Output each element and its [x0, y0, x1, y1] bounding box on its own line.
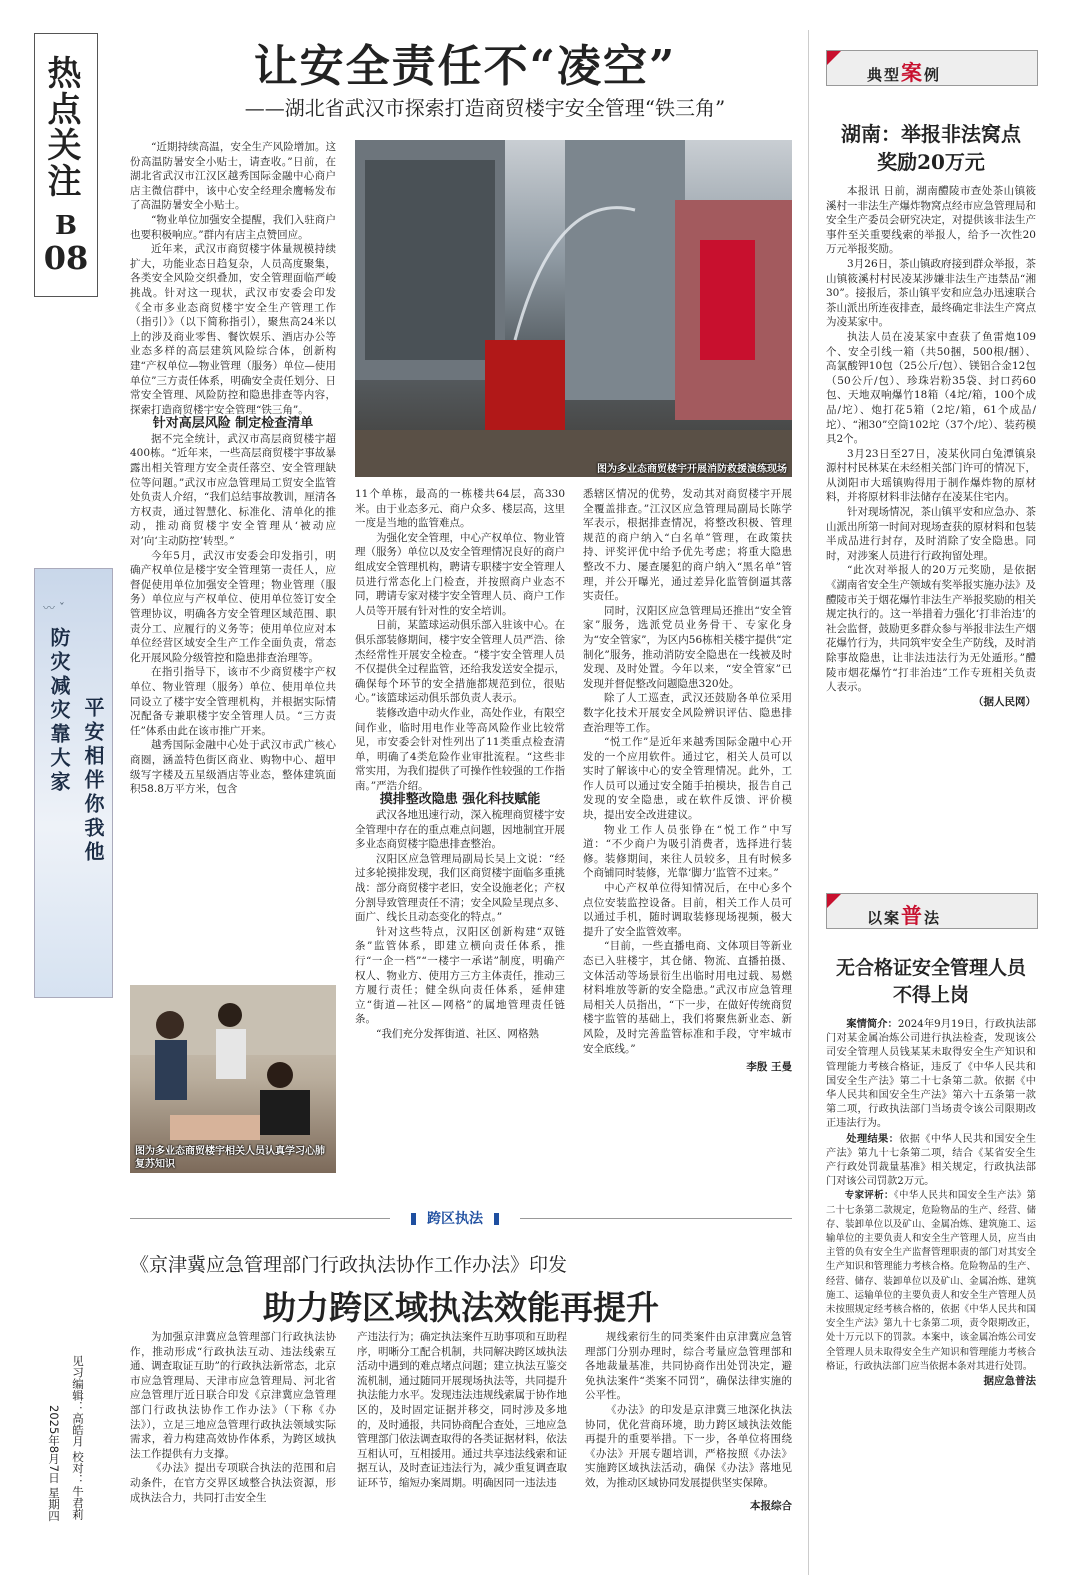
paragraph: 本报讯 日前，湖南醴陵市查处茶山镇筱溪村一非法生产爆炸物窝点经市应急管理局和安全生产委员会研究决定，对提供该非法生产事件至关重要线索的举报人，给予一次性20万元举报奖励。 — [826, 185, 1036, 256]
article-col-3 — [583, 487, 792, 1075]
headline: 让安全责任不“凌空” — [253, 41, 677, 92]
box-label-right: 法 — [924, 909, 942, 927]
box-label-red: 案 — [901, 60, 925, 85]
box-label — [867, 900, 941, 930]
photo-caption: 图为多业态商贸楼宇相关人员认真学习心肺复苏知识 — [135, 1146, 325, 1170]
date-line: 2025年8月7日 星期四 — [47, 1405, 61, 1522]
bird-icon: 〰 ˇ — [43, 601, 65, 615]
paragraph: 同时，汉阳区应急管理局还推出“安全管家”服务，选派党员业务骨干、专家化身为“安全管家”，为区内56栋相关楼宇提供“定制化”服务，推动消防安全隐患在一线被及时发现、及时处置。今年以来，“安全管家”已发现并督促整改问题隐患320处。 — [583, 604, 792, 690]
label: 专家评析： — [844, 1190, 894, 1202]
section-divider — [130, 1218, 390, 1219]
paragraph: 装修改造中动火作业，高处作业，有限空间作业，临时用电作业等高风险作业比较常见，市安委会针对性列出了11类重点检查清单，明确了4类危险作业审批流程。“这些非常实用，为我们提供了可操作性较强的工作指南。”严浩介绍。 — [355, 706, 565, 792]
paragraph: 近年来，武汉市商贸楼宇体量规模持续扩大，功能业态日趋复杂，人员高度聚集，各类安全风险交织叠加，安全管理面临严峻挑战。针对这一现状，武汉市安委会印发《全市多业态商贸楼宇安全生产管理工作（指引）》（以下简称指引），聚焦高24米以上的涉及商业零售、餐饮娱乐、酒店办公等业态多样的高层建筑风险综合体，创新构建“产权单位—物业管理（服务）单位—使用单位”三方责任体系，明确安全责任划分、日常安全管理、风险防控和隐患排查等内容，探索打造商贸楼宇安全管理“铁三角”。 — [130, 243, 336, 416]
byline: 本报综合 — [750, 1499, 792, 1512]
paragraph: “目前，一些直播电商、文体项目等新业态已入驻楼宇，其仓储、物流、直播拍摄、文体活动等场景衍生出临时用电过载、易燃材料堆放等新的安全隐患。”武汉市应急管理局相关人员指出，“下一步，在做好传统商贸楼宇监管的基础上，我们将聚焦新业态、新风险，及时完善监管标准和手段，守牢城市安全底线。” — [583, 940, 792, 1055]
law-box-header — [826, 893, 1038, 929]
slogan-left: 防灾减灾靠大家 — [47, 627, 71, 795]
page-number: 08 — [43, 239, 89, 277]
paragraph: 规线索衍生的同类案件由京津冀应急管理部门分别办理时，综合考量应急管理部和各地裁量基准，共同协商作出处罚决定，避免执法案件“类案不同罚”，确保法律实施的公平性。 — [585, 1331, 792, 1402]
section-masthead — [34, 33, 98, 297]
paragraph: 在指引指导下，该市不少商贸楼宇产权单位、物业管理（服务）单位、使用单位共同设立了楼宇安全管理机构，并根据实际情况配备专兼职楼宇安全管理人员。“三方责任”体系由此在该市推广开来。 — [130, 666, 336, 737]
editor-credit — [70, 1355, 86, 1580]
article-col-2 — [355, 487, 565, 1042]
fire-drill-photo — [355, 140, 792, 477]
cross-region-title: 助力跨区域执法效能再提升 — [263, 1288, 659, 1327]
paragraph: 越秀国际金融中心处于武汉市武广核心商圈，涵盖特色街区商业、购物中心、超甲级写字楼及五星级酒店等业态，整体建筑面积58.8万平方米，包含 — [130, 739, 336, 796]
slogan-right: 平安相伴你我他 — [81, 697, 105, 865]
paragraph: 武汉各地迅速行动，深入梳理商贸楼宇安全管理中存在的重点难点问题，因地制宜开展多业态商贸楼宇隐患排查整治。 — [355, 809, 565, 851]
case-title-line: 奖励20万元 — [877, 150, 985, 174]
paragraph: 为加强京津冀应急管理部门行政执法协作，推动形成“行政执法互动、违法线索互通、调查取证互助”的行政执法新常态，北京市应急管理局、天津市应急管理局、河北省应急管理厅近日联合印发《京津冀应急管理部门行政执法协作工作办法》（下称《办法》），立足三地应急管理行政执法领域实际需求，着力构建高效协作体系，为跨区域执法工作提供有力支撑。 — [130, 1331, 336, 1460]
byline: 李殷 王曼 — [746, 1061, 792, 1074]
paragraph: 3月26日，茶山镇政府接到群众举报，茶山镇筱溪村村民凌某涉嫌非法生产违禁品“湘30”。接报后，茶山镇平安和应急办迅速联合茶山派出所连夜排查，最终确定非法生产窝点为凌某家中。 — [826, 257, 1036, 329]
editor-line: 见习编辑：高皓月 校对：牛君莉 — [71, 1355, 85, 1520]
section-divider — [520, 1218, 792, 1219]
paragraph: 为强化安全管理，中心产权单位、物业管理（服务）单位以及安全管理情况良好的商户组成安全管理机构，聘请专职楼宇安全管理人员进行常态化上门检查，并按照商户业态不同，聘请专家对楼宇安全管理人员、商户工作人员等开展有针对性的安全培训。 — [355, 531, 565, 617]
triangle-icon — [827, 894, 841, 908]
paragraph: 今年5月，武汉市安委会印发指引，明确产权单位是楼宇安全管理第一责任人，应督促使用单位加强安全管理；物业管理（服务）单位应与产权单位、使用单位签订安全管理协议，明确各方安全管理区域范围、职责分工、应履行的义务等；使用单位应对本单位经营区域安全生产工作全面负责，常态化开展风险分级管控和隐患排查治理等。 — [130, 549, 336, 664]
paragraph: “物业单位加强安全提醒，我们入驻商户也要积极响应。”群内有店主点赞回应。 — [130, 213, 336, 241]
section-heading: 摸排整改隐患 强化科技赋能 — [379, 792, 541, 808]
byline: （据人民网） — [973, 695, 1036, 708]
case-summary: 2024年9月19日，行政执法部门对某金属冶炼公司进行执法检查，发现该公司安全管理人员钱某某未取得安全生产知识和管理能力考核合格证，违反了《中华人民共和国安全生产法》第二十七条第二款。依据《中华人民共和国安全生产法》第六十五条第一款第二项，行政执法部门当场责令该公司限期改正违法行为。 — [826, 1019, 1037, 1130]
paragraph: 悉辖区情况的优势，发动其对商贸楼宇开展全覆盖排查。”江汉区应急管理局副局长陈学军表示，根据排查情况，将整改积极、管理规范的商户纳入“白名单”管理，在政策扶持、评奖评优中给予优先考虑；将重大隐患整改不力、屡查屡犯的商户纳入“黑名单”管理，并公开曝光，通过差异化监管倒逼其落实责任。 — [583, 488, 792, 603]
cross-col-2 — [357, 1330, 567, 1491]
label: 处理结果： — [846, 1132, 900, 1145]
section-heading: 针对高层风险 制定检查清单 — [152, 416, 314, 432]
paragraph: 执法人员在凌某家中查获了鱼雷炮109个、安全引线一箱（共50捆，500根/捆）、高氯酸钾10包（25公斤/包）、镁铝合金12包（50公斤/包）、珍珠岩粉35袋、封口药60包、天地双响爆竹18箱（4坨/箱，100个成品/坨）、炮打花5箱（2坨/箱，61个成品/坨）、“湘30”空筒102坨（37个/坨）、装药模具2个。 — [826, 330, 1036, 446]
case-result: 依据《中华人民共和国安全生产法》第九十七条第二项，结合《某省安全生产行政处罚裁量基准》相关规定，行政执法部门对该公司罚款2万元。 — [826, 1133, 1037, 1188]
box-label-right: 例 — [924, 66, 942, 84]
case-title-line: 湖南：举报非法窝点 — [841, 122, 1021, 146]
case-box-header — [826, 50, 1038, 86]
subheadline: ——湖北省武汉市探索打造商贸楼宇安全管理“铁三角” — [244, 96, 726, 120]
paragraph: 日前，某篮球运动俱乐部入驻该中心。在俱乐部装修期间，楼宇安全管理人员严浩、徐杰经常性开展安全检查。“楼宇安全管理人员不仅提供全过程监管，还给我发送安全提示，确保每个环节的安全措施都规范到位，很贴心。”该篮球运动俱乐部负责人表示。 — [355, 619, 565, 705]
case-title — [820, 120, 1042, 176]
box-label-left: 典型 — [867, 66, 902, 84]
law-title — [820, 955, 1042, 1009]
section-title: 热点关注 — [41, 55, 81, 199]
paragraph: 11个单栋，最高的一栋楼共64层，高330米。由于业态多元、商户众多、楼层高，这里一度是当地的监管难点。 — [355, 488, 565, 530]
kicker: 《京津冀应急管理部门行政执法协作工作办法》印发 — [130, 1254, 568, 1276]
cross-col-3 — [585, 1330, 792, 1513]
byline: 据应急普法 — [983, 1375, 1036, 1388]
label: 案情简介： — [846, 1018, 898, 1030]
cpr-photo — [130, 985, 336, 1173]
paragraph: 《办法》的印发是京津冀三地深化执法协同，优化营商环境，助力跨区域执法效能再提升的重要举措。下一步，各单位将围绕《办法》开展专题培训，严格按照《办法》实施跨区域执法活动，确保《办法》落地见效，为推动区域协同发展提供坚实保障。 — [585, 1403, 792, 1489]
paragraph: 《办法》提出专项联合执法的范围和启动条件，在官方交界区域整合执法资源，形成执法合力，共同打击安全生 — [130, 1462, 336, 1504]
paragraph: “悦工作”是近年来越秀国际金融中心开发的一个应用软件。通过它，相关人员可以实时了解该中心的安全管理情况。此外，工作人员可以通过安全随手拍模块，报告自己发现的安全隐患，或在软件反馈、评价模块，提出安全改进建议。 — [583, 736, 792, 822]
law-title-line: 不得上岗 — [892, 984, 969, 1006]
page-letter: B — [55, 211, 77, 241]
paragraph: 除了人工巡查，武汉还鼓励各单位采用数字化技术开展安全风险辨识评估、隐患排查治理等工作。 — [583, 692, 792, 734]
box-label-red: 普 — [901, 903, 925, 928]
column-divider — [808, 30, 809, 1575]
box-label — [867, 57, 941, 87]
article-col-1 — [130, 140, 336, 797]
law-body — [826, 1017, 1036, 1388]
section-tag-label: 跨区执法 — [427, 1211, 483, 1227]
box-label-left: 以案 — [867, 909, 902, 927]
case-body — [826, 184, 1036, 709]
cross-col-1 — [130, 1330, 336, 1505]
paragraph: 物业工作人员张铮在“悦工作”中写道：“不少商户为吸引消费者，选择进行装修。装修期间，来往人员较多，且有时候多个商铺同时装修，光靠‘脚力’监管不过来。” — [583, 823, 792, 880]
photo-caption: 图为多业态商贸楼宇开展消防救援演练现场 — [597, 464, 787, 475]
paragraph: 中心产权单位得知情况后，在中心多个点位安装监控设备。目前，相关工作人员可以通过手机，随时调取装修现场视频，极大提升了安全监管效率。 — [583, 882, 792, 938]
paragraph: 3月23日至27日，凌某伙同白兔潭镇泉源村村民林某在未经相关部门许可的情况下，从浏阳市大瑶镇购得用于制作爆炸物的原材料，并将原材料非法储存在凌某住宅内。 — [826, 447, 1036, 504]
date-credit — [46, 1405, 62, 1580]
paragraph: 汉阳区应急管理局副局长吴上文说：“经过多轮摸排发现，我们区商贸楼宇面临多重挑战：部分商贸楼宇老旧，安全设施老化；产权分割导致管理责任不清；安全风险呈现点多、面广、线长且动态变化的特点。” — [355, 852, 565, 924]
triangle-icon — [827, 51, 841, 65]
law-title-line: 无合格证安全管理人员 — [835, 957, 1026, 979]
section-tag — [395, 1208, 515, 1228]
paragraph: 针对这些特点，汉阳区创新构建“双链条”监管体系，即建立横向责任体系，推行“一企一档”“一楼宇一承诺”制度，明确产权人、物业方、使用方三方主体责任，推动三方履行责任；健全纵向责任体系，延伸建立“街道—社区—网格”的属地管理责任链条。 — [355, 925, 565, 1026]
paragraph: 据不完全统计，武汉市高层商贸楼宇超400栋。“近年来，一些高层商贸楼宇事故暴露出相关管理方安全责任落空、安全管理缺位等问题。”武汉市应急管理局工贸安全监管处负责人介绍，“我们总结事故教训，厘清各方权责，通过智慧化、标准化、清单化的推动，推动商贸楼宇安全管理从‘被动应对’向‘主动防控’转型。” — [130, 432, 336, 548]
paragraph: “此次对举报人的20万元奖励，是依据《湖南省安全生产领域有奖举报实施办法》及醴陵市关于烟花爆竹非法生产举报奖励的相关规定执行的。这一举措着力强化‘打非治违’的社会监督，鼓励更多群众参与举报非法生产烟花爆竹行为，共同筑牢安全生产防线，及时消除事故隐患，让非法违法行为无处遁形。”醴陵市烟花爆竹“打非治违”工作专班相关负责人表示。 — [826, 564, 1036, 694]
paragraph: “我们充分发挥街道、社区、网格熟 — [376, 1027, 539, 1040]
slogan-panel — [34, 568, 113, 998]
paragraph: 针对现场情况，茶山镇平安和应急办、茶山派出所第一时间对现场查获的原材料和包装半成品进行封存，及时消除了安全隐患。同时，对涉案人员进行行政拘留处理。 — [826, 506, 1036, 562]
paragraph: “近期持续高温，安全生产风险增加。这份高温防暑安全小贴士，请查收。”日前，在湖北省武汉市江汉区越秀国际金融中心商户店主微信群中，该中心安全经理余鹰畅发布了高温防暑安全小贴士。 — [130, 141, 336, 212]
expert-review: 《中华人民共和国安全生产法》第二十七条第二款规定，危险物品的生产、经营、储存、装卸单位以及矿山、金属冶炼、建筑施工、运输单位的主要负责人和安全生产管理人员，应当由主管的负有安全生产监督管理职责的部门对其安全生产知识和管理能力考核合格。危险物品的生产、经营、储存、装卸单位以及矿山、金属冶炼、建筑施工、运输单位的主要负责人和安全生产管理人员未按照规定经考核合格的，依据《中华人民共和国安全生产法》第九十七条第二项，责令限期改正，处十万元以下的罚款。本案中，该金属冶炼公司安全管理人员未取得安全生产知识和管理能力考核合格证，行政执法部门应当依据本条对其进行处罚。 — [826, 1190, 1036, 1372]
paragraph: 产违法行为；确定执法案件互助事项和互助程序，明晰分工配合机制，共同解决跨区域执法活动中遇到的难点堵点问题；建立执法互鉴交流机制，通过随同开展现场执法等，共同提升执法能力水平。发现违法违规线索属于协作地区的，及时固定证据并移交，同时涉及多地的，及时通报，共同协商配合查处，三地应急管理部门依法调查取得的各类证据材料，依法互相认可，互相援用。通过共享违法线索和证据互认，及时查证违法行为，减少重复调查取证环节，缩短办案周期。明确因同一违法违 — [357, 1331, 567, 1489]
